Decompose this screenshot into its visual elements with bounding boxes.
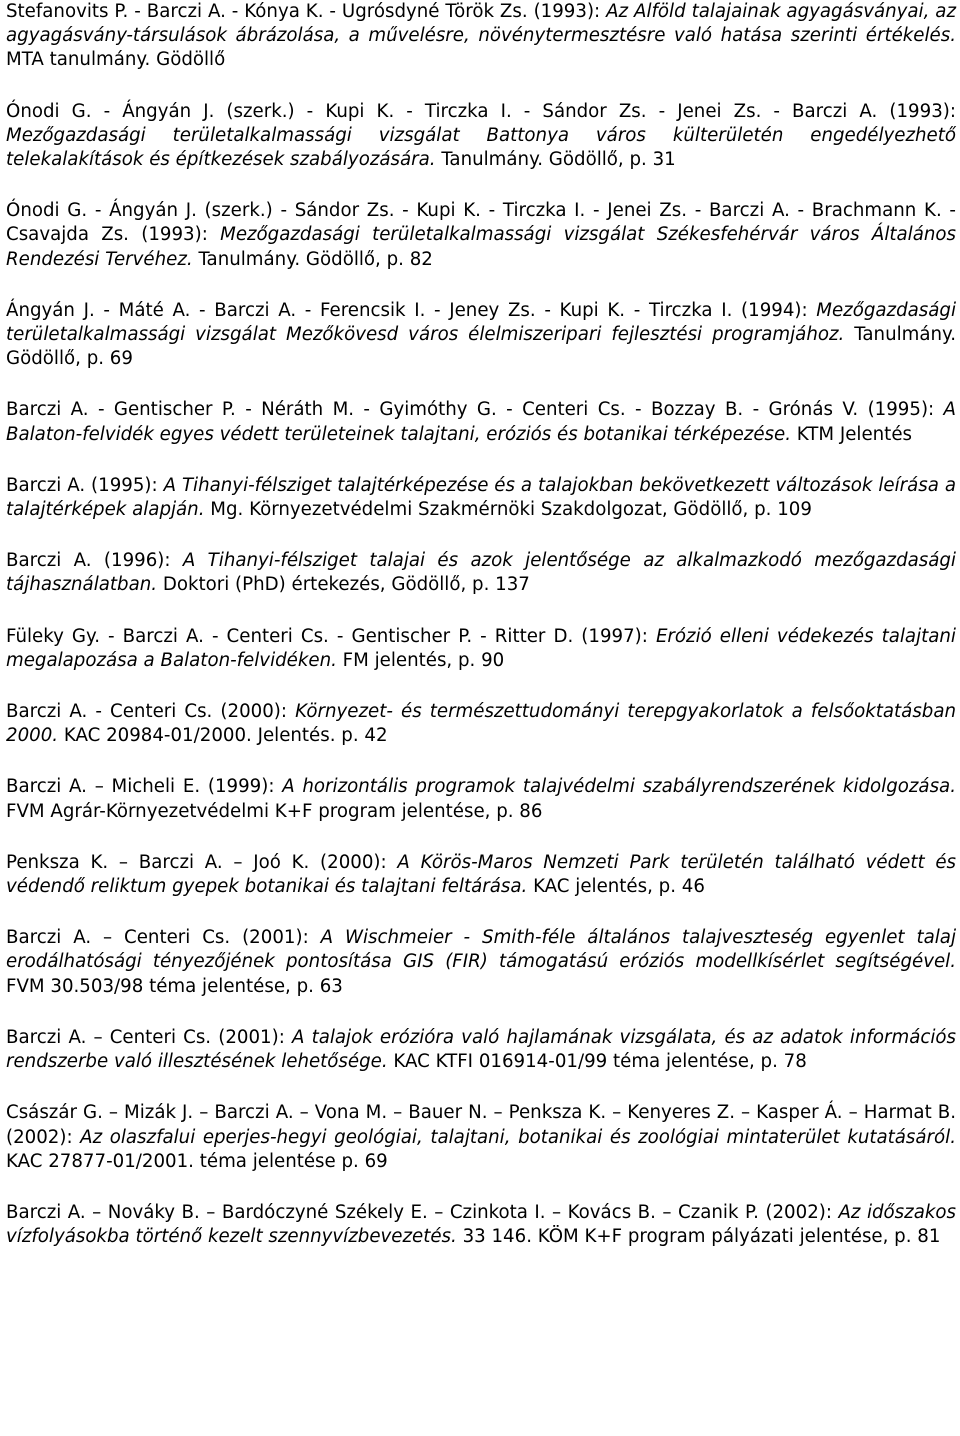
reference-entry — [6, 398, 956, 446]
reference-entry — [6, 1026, 956, 1074]
reference-entry — [6, 926, 956, 999]
reference-source: KTM Jelentés — [790, 423, 912, 445]
reference-source: Tanulmány. Gödöllő, p. 31 — [435, 149, 676, 171]
reference-authors: Császár G. – Mizák J. – Barczi A. – Vona M. – Bauer N. – Penksza K. – Kenyeres Z. – Kasper Á. – Harmat B. (2002): — [6, 1102, 956, 1148]
reference-source: KAC 20984-01/2000. Jelentés. p. 42 — [58, 725, 388, 747]
reference-entry — [6, 474, 956, 522]
reference-entry — [6, 851, 956, 899]
reference-title: Az olaszfalui eperjes-hegyi geológiai, talajtani, botanikai és zoológiai mintaterület kutatásáról. — [80, 1126, 956, 1148]
reference-title: Az időszakos vízfolyásokba történő kezelt szennyvízbevezetés. — [6, 1201, 956, 1248]
reference-authors: Ángyán J. - Máté A. - Barczi A. - Ferencsik I. - Jeney Zs. - Kupi K. - Tirczka I. (1994): — [6, 299, 817, 321]
reference-source: FVM Agrár-Környezetvédelmi K+F program jelentése, p. 86 — [6, 800, 543, 822]
reference-source: FM jelentés, p. 90 — [336, 649, 505, 671]
reference-authors: Barczi A. – Micheli E. (1999): — [6, 776, 283, 798]
reference-title: A Balaton-felvidék egyes védett területeinek talajtani, eróziós és botanikai térképezése. — [6, 399, 956, 445]
reference-source: 33 146. KÖM K+F program pályázati jelentése, p. 81 — [456, 1226, 941, 1248]
reference-title: Mezőgazdasági területalkalmassági vizsgálat Mezőkövesd város élelmiszeripari fejlesztési programjához. — [6, 299, 956, 346]
reference-entry — [6, 625, 956, 673]
reference-title: Mezőgazdasági területalkalmassági vizsgálat Székesfehérvár város Általános Rendezési Tervéhez. — [6, 224, 956, 270]
reference-authors: Barczi A. - Centeri Cs. (2000): — [6, 701, 296, 723]
reference-authors: Ónodi G. - Ángyán J. (szerk.) - Kupi K. - Tirczka I. - Sándor Zs. - Jenei Zs. - Barczi A. (1993): — [6, 100, 956, 122]
reference-authors: Barczi A. – Centeri Cs. (2001): — [6, 927, 321, 949]
reference-title: Környezet- és természettudományi terepgyakorlatok a felsőoktatásban 2000. — [6, 701, 957, 747]
reference-authors: Penksza K. – Barczi A. – Joó K. (2000): — [6, 851, 398, 873]
reference-entry — [6, 549, 956, 597]
reference-title: Mezőgazdasági területalkalmassági vizsgálat Battonya város külterületén engedélyezhető telekalakítások és építkezések szabályozására. — [6, 124, 956, 171]
reference-title: A Tihanyi-félsziget talajtérképezése és a talajokban bekövetkezett változások leírása a talajtérképek alapján. — [6, 474, 956, 521]
reference-authors: Barczi A. (1995): — [6, 474, 164, 496]
reference-entry — [6, 700, 956, 748]
reference-title: A Tihanyi-félsziget talajai és azok jelentősége az alkalmazkodó mezőgazdasági tájhasználatban. — [6, 550, 956, 596]
reference-source: KAC jelentés, p. 46 — [527, 876, 705, 898]
reference-title: A Körös-Maros Nemzeti Park területén található védett és védendő reliktum gyepek botanikai és talajtani feltárása. — [6, 851, 957, 898]
reference-entry — [6, 100, 956, 173]
reference-authors: Barczi A. – Nováky B. – Bardóczyné Székely E. – Czinkota I. – Kovács B. – Czanik P. (2002): — [6, 1201, 839, 1223]
reference-source: KAC 27877-01/2001. téma jelentése p. 69 — [6, 1150, 388, 1172]
reference-authors: Barczi A. (1996): — [6, 550, 183, 572]
reference-title: A talajok erózióra való hajlamának vizsgálata, és az adatok információs rendszerbe való illesztésének lehetősége. — [6, 1026, 956, 1073]
reference-authors: Barczi A. – Centeri Cs. (2001): — [6, 1026, 292, 1048]
reference-entry — [6, 775, 956, 823]
reference-source: Tanulmány. Gödöllő, p. 82 — [192, 248, 433, 270]
reference-entry — [6, 299, 956, 372]
reference-source: MTA tanulmány. Gödöllő — [6, 49, 226, 71]
reference-authors: Stefanovits P. - Barczi A. - Kónya K. - Ugrósdyné Török Zs. (1993): — [6, 1, 607, 22]
reference-entry — [6, 199, 956, 272]
reference-source: KAC KTFI 016914-01/99 téma jelentése, p. 78 — [387, 1051, 807, 1073]
reference-entry — [6, 1101, 956, 1174]
reference-authors: Füleky Gy. - Barczi A. - Centeri Cs. - Gentischer P. - Ritter D. (1997): — [6, 625, 656, 647]
reference-source: Tanulmány. Gödöllő, p. 69 — [6, 324, 956, 370]
reference-entry — [6, 1201, 956, 1249]
reference-title: A Wischmeier - Smith-féle általános talajveszteség egyenlet talaj erodálhatósági tényezőjének pontosítása GIS (FIR) támogatású eróziós modellkísérlet segítségével. — [6, 927, 956, 973]
reference-title: A horizontális programok talajvédelmi szabályrendszerének kidolgozása. — [282, 776, 956, 798]
reference-entry — [6, 0, 956, 73]
reference-source: Mg. Környezetvédelmi Szakmérnöki Szakdolgozat, Gödöllő, p. 109 — [204, 499, 812, 521]
reference-source: Doktori (PhD) értekezés, Gödöllő, p. 137 — [157, 574, 530, 596]
reference-authors: Barczi A. - Gentischer P. - Néráth M. - Gyimóthy G. - Centeri Cs. - Bozzay B. - Grónás V. (1995): — [6, 399, 944, 421]
reference-title: Az Alföld talajainak agyagásványai, az agyagásvány-társulások ábrázolása, a művelésre, növénytermesztésre való hatása szerinti értékelés. — [6, 1, 956, 47]
reference-authors: Ónodi G. - Ángyán J. (szerk.) - Sándor Zs. - Kupi K. - Tirczka I. - Jenei Zs. - Barczi A. - Brachmann K. - Csavajda Zs. (1993): — [6, 200, 956, 246]
reference-list — [6, 0, 956, 1276]
reference-source: FVM 30.503/98 téma jelentése, p. 63 — [6, 975, 343, 997]
reference-title: Erózió elleni védekezés talajtani megalapozása a Balaton-felvidéken. — [6, 625, 956, 671]
